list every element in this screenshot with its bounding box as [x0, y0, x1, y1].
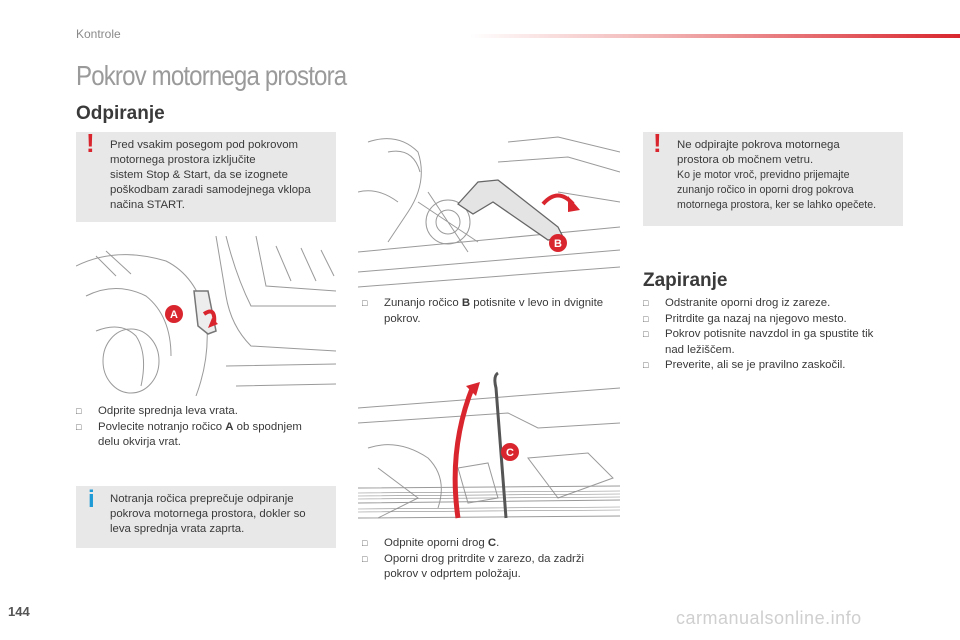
- watermark: carmanualsonline.info: [676, 608, 862, 628]
- list-item: □ Zunanjo ročico B potisnite v levo in dvignite pokrov.: [362, 297, 604, 325]
- warning-line: načina START.: [110, 199, 185, 211]
- warning-line: sistem Stop & Start, da se izognete: [110, 169, 288, 181]
- label-a: A: [170, 309, 178, 321]
- checkbox-bullet-icon: □: [362, 298, 368, 308]
- steps-c: [362, 536, 624, 583]
- label-c: C: [506, 447, 514, 459]
- warning-box-left: [76, 128, 336, 222]
- checkbox-bullet-icon: □: [362, 553, 368, 564]
- figure-support-rod: [358, 368, 620, 528]
- checkbox-bullet-icon: □: [643, 298, 649, 308]
- closing-heading: Zapiranje: [643, 270, 728, 291]
- step-b: [362, 296, 624, 327]
- list-item: □ Oporni drog pritrdite v zarezo, da zadrži pokrov v odprtem položaju.: [362, 552, 585, 580]
- warning-exclamation-icon: !: [653, 128, 662, 158]
- info-line: Notranja ročica preprečuje odpiranje: [110, 493, 294, 505]
- list-item: □ Pokrov potisnite navzdol in ga spustite tik nad ležiščem.: [643, 328, 874, 356]
- list-item: □ Povlecite notranjo ročico A ob spodnjem delu okvirja vrat.: [76, 420, 302, 448]
- header-divider: [470, 34, 960, 38]
- label-b: B: [554, 238, 562, 250]
- figure-inner-release-lever: [76, 236, 336, 396]
- checkbox-bullet-icon: □: [643, 329, 649, 339]
- list-item: □ Odstranite oporni drog iz zareze.: [643, 296, 913, 312]
- warning-exclamation-icon: !: [86, 128, 95, 158]
- warning-line: Pred vsakim posegom pod pokrovom: [110, 139, 299, 151]
- info-line: leva sprednja vrata zaprta.: [110, 523, 245, 535]
- warning-line: Ko je motor vroč, previdno prijemajte: [677, 169, 850, 181]
- opening-steps: [76, 404, 336, 451]
- page-number: 144: [8, 604, 30, 619]
- info-icon: i: [88, 486, 95, 513]
- warning-line: zunanjo ročico in oporni drog pokrova: [677, 184, 854, 196]
- warning-line: motornega prostora, ker se lahko opečete.: [677, 199, 877, 211]
- list-item: □ Odpnite oporni drog C.: [362, 536, 624, 552]
- page-title: Pokrov motornega prostora: [76, 60, 347, 91]
- figure-exterior-lever: [358, 132, 620, 292]
- opening-heading: Odpiranje: [76, 103, 165, 124]
- warning-line: prostora ob močnem vetru.: [677, 154, 814, 166]
- checkbox-bullet-icon: □: [643, 313, 649, 324]
- section-tab: Kontrole: [76, 27, 121, 41]
- list-item: □ Preverite, ali se je pravilno zaskočil.: [643, 358, 913, 374]
- warning-line: poškodbam zaradi samodejnega vklopa: [110, 184, 311, 196]
- warning-line: Ne odpirajte pokrova motornega: [677, 139, 840, 151]
- checkbox-bullet-icon: □: [643, 360, 649, 370]
- checkbox-bullet-icon: □: [76, 406, 82, 416]
- checkbox-bullet-icon: □: [362, 538, 368, 548]
- closing-steps: [643, 296, 913, 374]
- info-line: pokrova motornega prostora, dokler so: [110, 508, 306, 520]
- warning-line: motornega prostora izključite: [110, 154, 256, 166]
- list-item: □ Pritrdite ga nazaj na njegovo mesto.: [643, 312, 913, 328]
- info-box: [76, 486, 336, 548]
- warning-box-right: [643, 128, 903, 226]
- checkbox-bullet-icon: □: [76, 421, 82, 432]
- list-item: □ Odprite sprednja leva vrata.: [76, 404, 336, 420]
